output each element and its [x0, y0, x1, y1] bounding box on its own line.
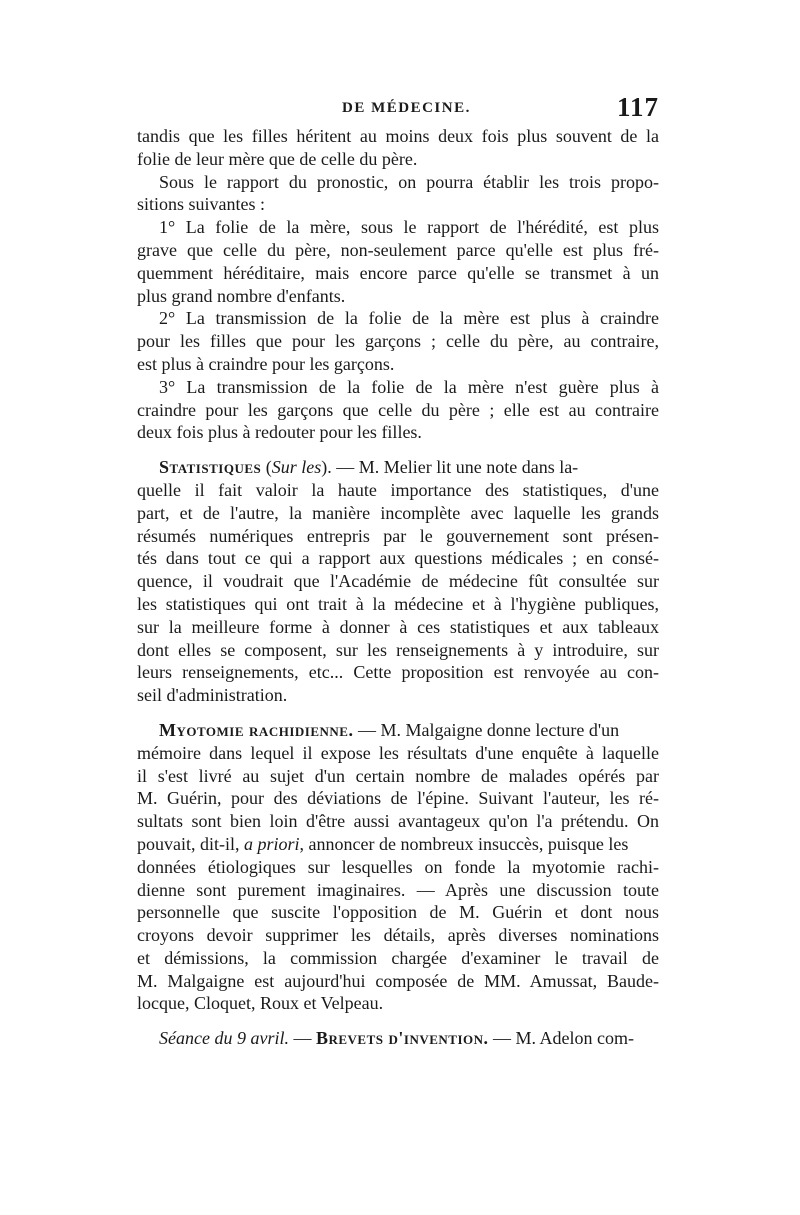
text-line: et démissions, la commission chargée d'examiner le travail de — [137, 947, 659, 968]
text-line: 3° La transmission de la folie de la mère n'est guère plus à — [159, 376, 659, 397]
text-line: mémoire dans lequel il expose les résultats d'une enquête à laquelle — [137, 742, 659, 763]
section-gap — [137, 707, 659, 719]
section-heading-statistiques: Statistiques — [159, 457, 262, 478]
running-title: DE MÉDECINE. — [342, 100, 471, 116]
text-line: dienne sont purement imaginaires. — Après une discussion toute — [137, 879, 659, 900]
text-line: leurs renseignements, etc... Cette proposition est renvoyée au con- — [137, 662, 659, 683]
text-line: données étiologiques sur lesquelles on fonde la myotomie rachi- — [137, 856, 659, 877]
text-line: est plus à craindre pour les garçons. — [137, 353, 395, 374]
text-line: grave que celle du père, non-seulement parce qu'elle est plus fré- — [137, 239, 659, 260]
section-subheading: Sur les — [271, 457, 322, 478]
text-line: seil d'administration. — [137, 685, 288, 706]
text-line: croyons devoir supprimer les détails, après diverses nominations — [137, 925, 659, 946]
text-line: sitions suivantes : — [137, 194, 266, 215]
text-line: M. Guérin, pour des déviations de l'épine. Suivant l'auteur, les ré- — [137, 788, 659, 809]
section-gap — [137, 1015, 659, 1027]
text-line: craindre pour les garçons que celle du père ; elle est au contraire — [137, 399, 659, 420]
text-fragment: — M. Malgaigne donne lecture d'un — [353, 719, 620, 740]
text-line: il s'est livré au sujet d'un certain nombre de malades opérés par — [137, 765, 659, 786]
text-line: deux fois plus à redouter pour les filles. — [137, 422, 422, 443]
text-line: plus grand nombre d'enfants. — [137, 285, 346, 306]
text-fragment: . — M. Melier lit une note dans la- — [327, 457, 579, 478]
section-heading-brevets: Brevets d'invention. — [315, 1028, 489, 1049]
justified-row — [159, 456, 659, 479]
page-header — [137, 92, 659, 126]
section-statistiques-first-line — [137, 456, 659, 479]
text-line: tandis que les filles héritent au moins deux fois plus souvent de la — [137, 126, 659, 146]
section-heading-myotomie: Myotomie rachidienne. — [159, 719, 354, 740]
text-line: sur la meilleure forme à donner à ces statistiques et aux tableaux — [137, 616, 659, 637]
text-line: quemment héréditaire, mais encore parce qu'elle se transmet à un — [137, 262, 659, 283]
text-line: pour les filles que pour les garçons ; celle du père, au contraire, — [137, 331, 659, 352]
text-line: tés dans tout ce qui a rapport aux questions médicales ; en consé- — [137, 548, 659, 569]
text-line: personnelle que suscite l'opposition de M. Guérin et dont nous — [137, 902, 659, 923]
text-line: les statistiques qui ont trait à la médecine et à l'hygiène publiques, — [137, 593, 659, 614]
page-body — [137, 125, 659, 1050]
seance-date: Séance du 9 avril. — [159, 1028, 289, 1049]
section-myotomie-first-line — [137, 719, 659, 742]
italic-apriori: a priori — [244, 833, 300, 854]
text-line: résumés numériques entrepris par le gouvernement sont présen- — [137, 525, 659, 546]
row-text: Statistiques (Sur les). — M. Melier lit une note dans la- — [159, 457, 579, 478]
text-line: quence, il voudrait que l'Académie de médecine fût consultée sur — [137, 571, 659, 592]
text-fragment: pouvait, dit-il, — [137, 833, 244, 854]
text-line: 1° La folie de la mère, sous le rapport de l'hérédité, est plus — [159, 217, 659, 238]
text-line-apriori — [137, 833, 659, 856]
page-number: 117 — [616, 92, 659, 122]
seance-line — [137, 1027, 659, 1050]
text-fragment: — M. Adelon com- — [488, 1028, 635, 1049]
text-line: Sous le rapport du pronostic, on pourra établir les trois propo- — [159, 171, 659, 192]
text-line: dont elles se composent, sur les renseignements à y introduire, sur — [137, 639, 659, 660]
text-line: sultats sont bien loin d'être aussi avantageux qu'on l'a prétendu. On — [137, 811, 659, 832]
section-gap — [137, 444, 659, 456]
text-line: part, et de l'autre, la manière incomplète avec laquelle les grands — [137, 502, 659, 523]
text-fragment: — — [288, 1028, 316, 1049]
text-line: locque, Cloquet, Roux et Velpeau. — [137, 993, 384, 1014]
text-line: 2° La transmission de la folie de la mère est plus à craindre — [159, 308, 659, 329]
text-line: M. Malgaigne est aujourd'hui composée de MM. Amussat, Baude- — [137, 970, 659, 991]
text-line: folie de leur mère que de celle du père. — [137, 148, 418, 169]
text-fragment: , annoncer de nombreux insuccès, puisque les — [299, 833, 629, 854]
text-line: quelle il fait valoir la haute importance des statistiques, d'une — [137, 479, 659, 500]
